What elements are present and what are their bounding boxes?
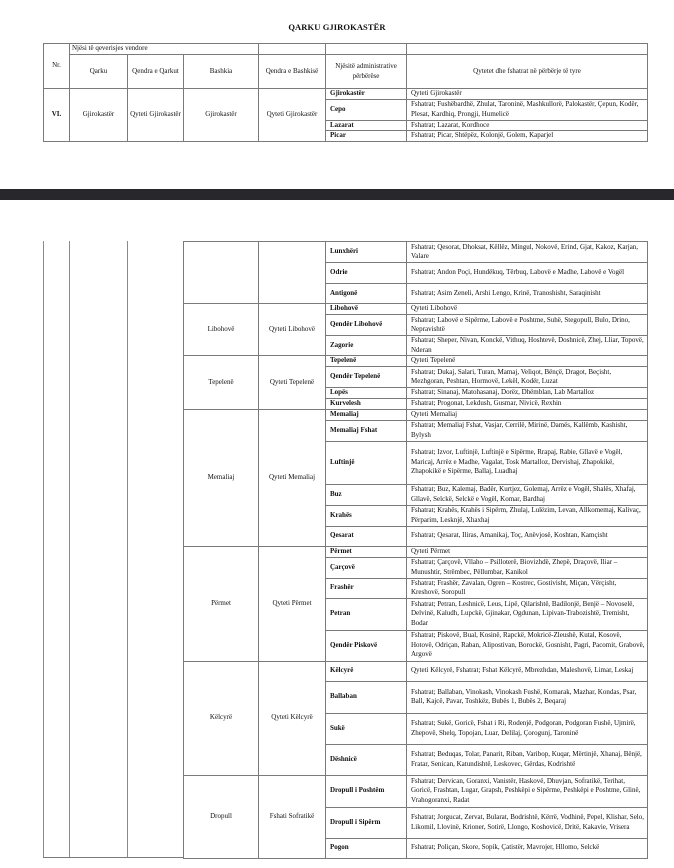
table-row bbox=[184, 409, 648, 420]
unit-name: Picar bbox=[326, 131, 407, 142]
unit-places: Fshatrat; Dukaj, Salari, Turan, Mamaj, Veliqot, Bënçë, Dragot, Beçisht, Mezhgoran, Peshtan, Hormovë, Lekël, Kodër, Luzat bbox=[407, 367, 648, 388]
bashkia-name: Dropull bbox=[184, 775, 259, 858]
unit-places: Fshatrat; Frashër, Zavalan, Ogren – Kostrec, Gostivisht, Miçan, Vërçisht, Kreshovë, Soropull bbox=[407, 578, 648, 598]
unit-places: Fshatrat; Memaliaj Fshat, Vasjar, Cerrilë, Mirinë, Damës, Kallëmb, Kashisht, Bylysh bbox=[407, 420, 648, 441]
unit-places: Fshatrat; Izvor, Luftinjë, Luftinjë e Sipërme, Rrapaj, Rabie, Gllavë e Vogël, Maricaj, Arrëz e Madhe, Vagalat, Tosk Martalloz, Dervishaj, Zhapokikë, Zhapokikë e Sipërme, Ballaj, Luadhaj bbox=[407, 441, 648, 484]
unit-name: Memaliaj Fshat bbox=[326, 420, 407, 441]
bashkia-center: Fshati Sofratikë bbox=[259, 775, 326, 858]
bashkia-name: Gjirokastër bbox=[184, 89, 259, 142]
unit-places: Fshatrat; Labovë e Sipërme, Labovë e Poshtme, Suhë, Stegopull, Bulo, Drino, Nepravishtë bbox=[407, 315, 648, 336]
unit-name: Pogon bbox=[326, 838, 407, 858]
header-nr: Nr. bbox=[44, 44, 70, 89]
unit-name: Odrie bbox=[326, 263, 407, 284]
top-table bbox=[43, 43, 648, 142]
table-row bbox=[184, 661, 648, 681]
header-qarku: Qarku bbox=[70, 55, 128, 89]
header-blank bbox=[326, 44, 407, 55]
header-qendra-qarkut: Qendra e Qarkut bbox=[128, 55, 184, 89]
unit-places: Qyteti Tepelenë bbox=[407, 356, 648, 367]
unit-places: Fshatrat; Çarçovë, Vllaho – Psilloterë, Biovizhdë, Zhepë, Draçovë, Iliar – Munushtir, Strëmbec, Pëllumbar, Kanikol bbox=[407, 557, 648, 578]
unit-name: Memaliaj bbox=[326, 409, 407, 420]
unit-places: Fshatrat; Sinanaj, Matohasanaj, Dorëz, Dhëmblan, Lab Martalloz bbox=[407, 388, 648, 399]
unit-name: Cepo bbox=[326, 99, 407, 120]
unit-name: Qendër Piskovë bbox=[326, 630, 407, 661]
unit-places: Fshatrat; Petran, Leshnicë, Leus, Lipë, Qilarishtë, Badilonjë, Benjë – Novoselë, Delvinë, Kaludh, Lupckë, Gjinakar, Ogdunan, Lipivan-Trabozishtë, Tremisht, Bodar bbox=[407, 598, 648, 630]
unit-places: Fshatrat; Qesorat, Dhoksat, Këllëz, Mingul, Nokovë, Erind, Gjat, Kakoz, Karjan, Valare bbox=[407, 242, 648, 263]
region-qendra-qarkut: Qyteti Gjirokastër bbox=[128, 89, 184, 142]
unit-name: Gjirokastër bbox=[326, 89, 407, 100]
unit-name: Ballaban bbox=[326, 681, 407, 713]
table-row bbox=[184, 242, 648, 263]
bashkia-center: Qyteti Tepelenë bbox=[259, 356, 326, 410]
bashkia-name bbox=[184, 242, 259, 304]
table-row bbox=[184, 775, 648, 807]
unit-places: Fshatrat; Fushëbardhë, Zhulat, Taroninë, Mashkullorë, Palokastër, Çepun, Kodër, Plesat, Kardhiq, Prongji, Humelicë bbox=[407, 99, 648, 120]
unit-name: Kurvelesh bbox=[326, 399, 407, 410]
bashkia-center: Qyteti Libohovë bbox=[259, 304, 326, 356]
page-title: QARKU GJIROKASTËR bbox=[288, 22, 386, 32]
region-nr: VI. bbox=[44, 89, 70, 142]
unit-places: Fshatrat; Andon Poçi, Hundëkuq, Tërbuq, Labovë e Madhe, Labovë e Vogël bbox=[407, 263, 648, 284]
unit-places: Qyteti Përmet bbox=[407, 546, 648, 557]
unit-places: Qyteti Libohovë bbox=[407, 304, 648, 315]
unit-name: Antigonë bbox=[326, 284, 407, 304]
unit-name: Tepelenë bbox=[326, 356, 407, 367]
bashkia-center: Qyteti Përmet bbox=[259, 546, 326, 661]
region-qarku: Gjirokastër bbox=[70, 89, 128, 142]
page-break-divider bbox=[0, 189, 674, 200]
unit-places: Fshatrat; Asim Zeneli, Arshi Lengo, Krinë, Tranoshisht, Saraqinisht bbox=[407, 284, 648, 304]
bashkia-name: Përmet bbox=[184, 546, 259, 661]
header-njesite: Njësitë administrative përbërëse bbox=[326, 55, 407, 89]
unit-places: Qyteti Gjirokastër bbox=[407, 89, 648, 100]
column-line-qendra bbox=[127, 241, 128, 858]
unit-name: Libohovë bbox=[326, 304, 407, 315]
unit-name: Frashër bbox=[326, 578, 407, 598]
unit-places: Fshatrat; Buz, Kalemaj, Badër, Kurtjez, Golemaj, Arrëz e Vogël, Shalës, Xhafaj, Gllavë, Selckë, Selckë e Vogël, Komar, Bardhaj bbox=[407, 484, 648, 505]
header-qytetet: Qytetet dhe fshatrat në përbërje të tyre bbox=[407, 55, 648, 89]
unit-places: Fshatrat; Beduqas, Tolar, Panarit, Riban, Varibop, Kuqar, Mërtinjë, Xhanaj, Bënjë, Fratar, Senican, Katundishtë, Leskovec, Gërdas, Kodrishtë bbox=[407, 744, 648, 775]
bashkia-name: Tepelenë bbox=[184, 356, 259, 410]
unit-name: Qendër Libohovë bbox=[326, 315, 407, 336]
table-row bbox=[184, 546, 648, 557]
unit-name: Zagorie bbox=[326, 336, 407, 356]
header-group: Njësi të qeverisjes vendore bbox=[70, 44, 259, 55]
column-line-nr bbox=[43, 241, 44, 858]
header-qendra-bashkise: Qendra e Bashkisë bbox=[259, 55, 326, 89]
bashkia-center: Qyteti Gjirokastër bbox=[259, 89, 326, 142]
unit-places: Fshatrat; Ballaban, Vinokash, Vinokash Fushë, Komarak, Mazhar, Kondas, Psar, Ball, Kajcë, Pavar, Toshkëz, Bubës 1, Bubës 2, Beqaraj bbox=[407, 681, 648, 713]
unit-places: Fshatrat; Sheper, Nivan, Konckë, Vithuq, Hoshtevë, Doshnicë, Zhej, Lliar, Topovë, Nderan bbox=[407, 336, 648, 356]
unit-places: Fshatrat; Piskovë, Bual, Kosinë, Rapckë, Mokricë-Zleushë, Kutal, Kosovë, Hotovë, Odriçan, Raban, Alipostivan, Borockë, Gosnisht, Pagri, Pacomit, Grabovë, Argovë bbox=[407, 630, 648, 661]
bashkia-name: Libohovë bbox=[184, 304, 259, 356]
unit-places: Fshatrat; Krahës, Krahës i Sipërm, Zhulaj, Lulëzim, Levan, Allkomemaj, Kalivaç, Përparim, Lesknjë, Xhaxhaj bbox=[407, 505, 648, 526]
unit-places: Fshatrat; Picar, Shtëpëz, Kolonjë, Golem, Kaparjel bbox=[407, 131, 648, 142]
bashkia-center: Qyteti Memaliaj bbox=[259, 409, 326, 546]
bashkia-center bbox=[259, 242, 326, 304]
unit-places: Fshatrat; Poliçan, Skore, Sopik, Çatistër, Mavrojer, Hllomo, Selckë bbox=[407, 838, 648, 858]
unit-places: Qyteti Këlcyrë, Fshatrat; Fshat Këlcyrë, Mbrezhdan, Maleshovë, Limar, Leskaj bbox=[407, 661, 648, 681]
unit-places: Fshatrat; Lazarat, Kordhoce bbox=[407, 120, 648, 131]
unit-places: Qyteti Memaliaj bbox=[407, 409, 648, 420]
unit-name: Buz bbox=[326, 484, 407, 505]
table-row bbox=[184, 304, 648, 315]
lower-table-body bbox=[184, 242, 648, 859]
unit-places: Fshatrat; Dervican, Goranxi, Vanistër, Haskovë, Dhuvjan, Sofratikë, Terihat, Goricë, Frashtan, Lugar, Grapsh, Peshkëpi e Sipërme, Peshkëpi e Poshtme, Glinë, Vrahogoranxi, Radat bbox=[407, 775, 648, 807]
bashkia-name: Memaliaj bbox=[184, 409, 259, 546]
column-line-qarku bbox=[69, 241, 70, 858]
header-bashkia: Bashkia bbox=[184, 55, 259, 89]
unit-name: Lazarat bbox=[326, 120, 407, 131]
unit-name: Dropull i Sipërm bbox=[326, 807, 407, 838]
unit-name: Çarçovë bbox=[326, 557, 407, 578]
unit-name: Dropull i Poshtëm bbox=[326, 775, 407, 807]
unit-places: Fshatrat; Jorgucat, Zervat, Bularat, Bodrishtë, Kërrë, Vodhinë, Pepel, Klishar, Selo, Likomil, Llovinë, Krioner, Sotirë, Llongo, Koshovicë, Dritë, Kakavie, Vrisera bbox=[407, 807, 648, 838]
unit-places: Fshatrat; Qesarat, Iliras, Amanikaj, Toç, Anëvjosë, Koshtan, Kamçisht bbox=[407, 526, 648, 546]
unit-name: Këlcyrë bbox=[326, 661, 407, 681]
unit-name: Lunxhëri bbox=[326, 242, 407, 263]
bashkia-center: Qyteti Këlcyrë bbox=[259, 661, 326, 775]
unit-name: Petran bbox=[326, 598, 407, 630]
table-row bbox=[44, 89, 648, 100]
unit-name: Luftinjë bbox=[326, 441, 407, 484]
table-row bbox=[184, 356, 648, 367]
unit-name: Përmet bbox=[326, 546, 407, 557]
header-blank bbox=[407, 44, 648, 55]
unit-name: Qendër Tepelenë bbox=[326, 367, 407, 388]
unit-name: Sukë bbox=[326, 713, 407, 744]
unit-name: Dëshnicë bbox=[326, 744, 407, 775]
unit-name: Lopës bbox=[326, 388, 407, 399]
bashkia-name: Këlcyrë bbox=[184, 661, 259, 775]
unit-name: Krahës bbox=[326, 505, 407, 526]
unit-places: Fshatrat; Progonat, Lekdush, Gusmar, Nivicë, Rexhin bbox=[407, 399, 648, 410]
unit-name: Qesarat bbox=[326, 526, 407, 546]
header-blank bbox=[259, 44, 326, 55]
table-bottom-line bbox=[43, 857, 183, 858]
unit-places: Fshatrat; Sukë, Goricë, Fshat i Ri, Rodenjë, Podgoran, Podgoran Fushë, Ujmirë, Zhepovë, Shelq, Topojan, Luar, Delilaj, Çorogunj, Taroninë bbox=[407, 713, 648, 744]
lower-table bbox=[183, 241, 648, 859]
